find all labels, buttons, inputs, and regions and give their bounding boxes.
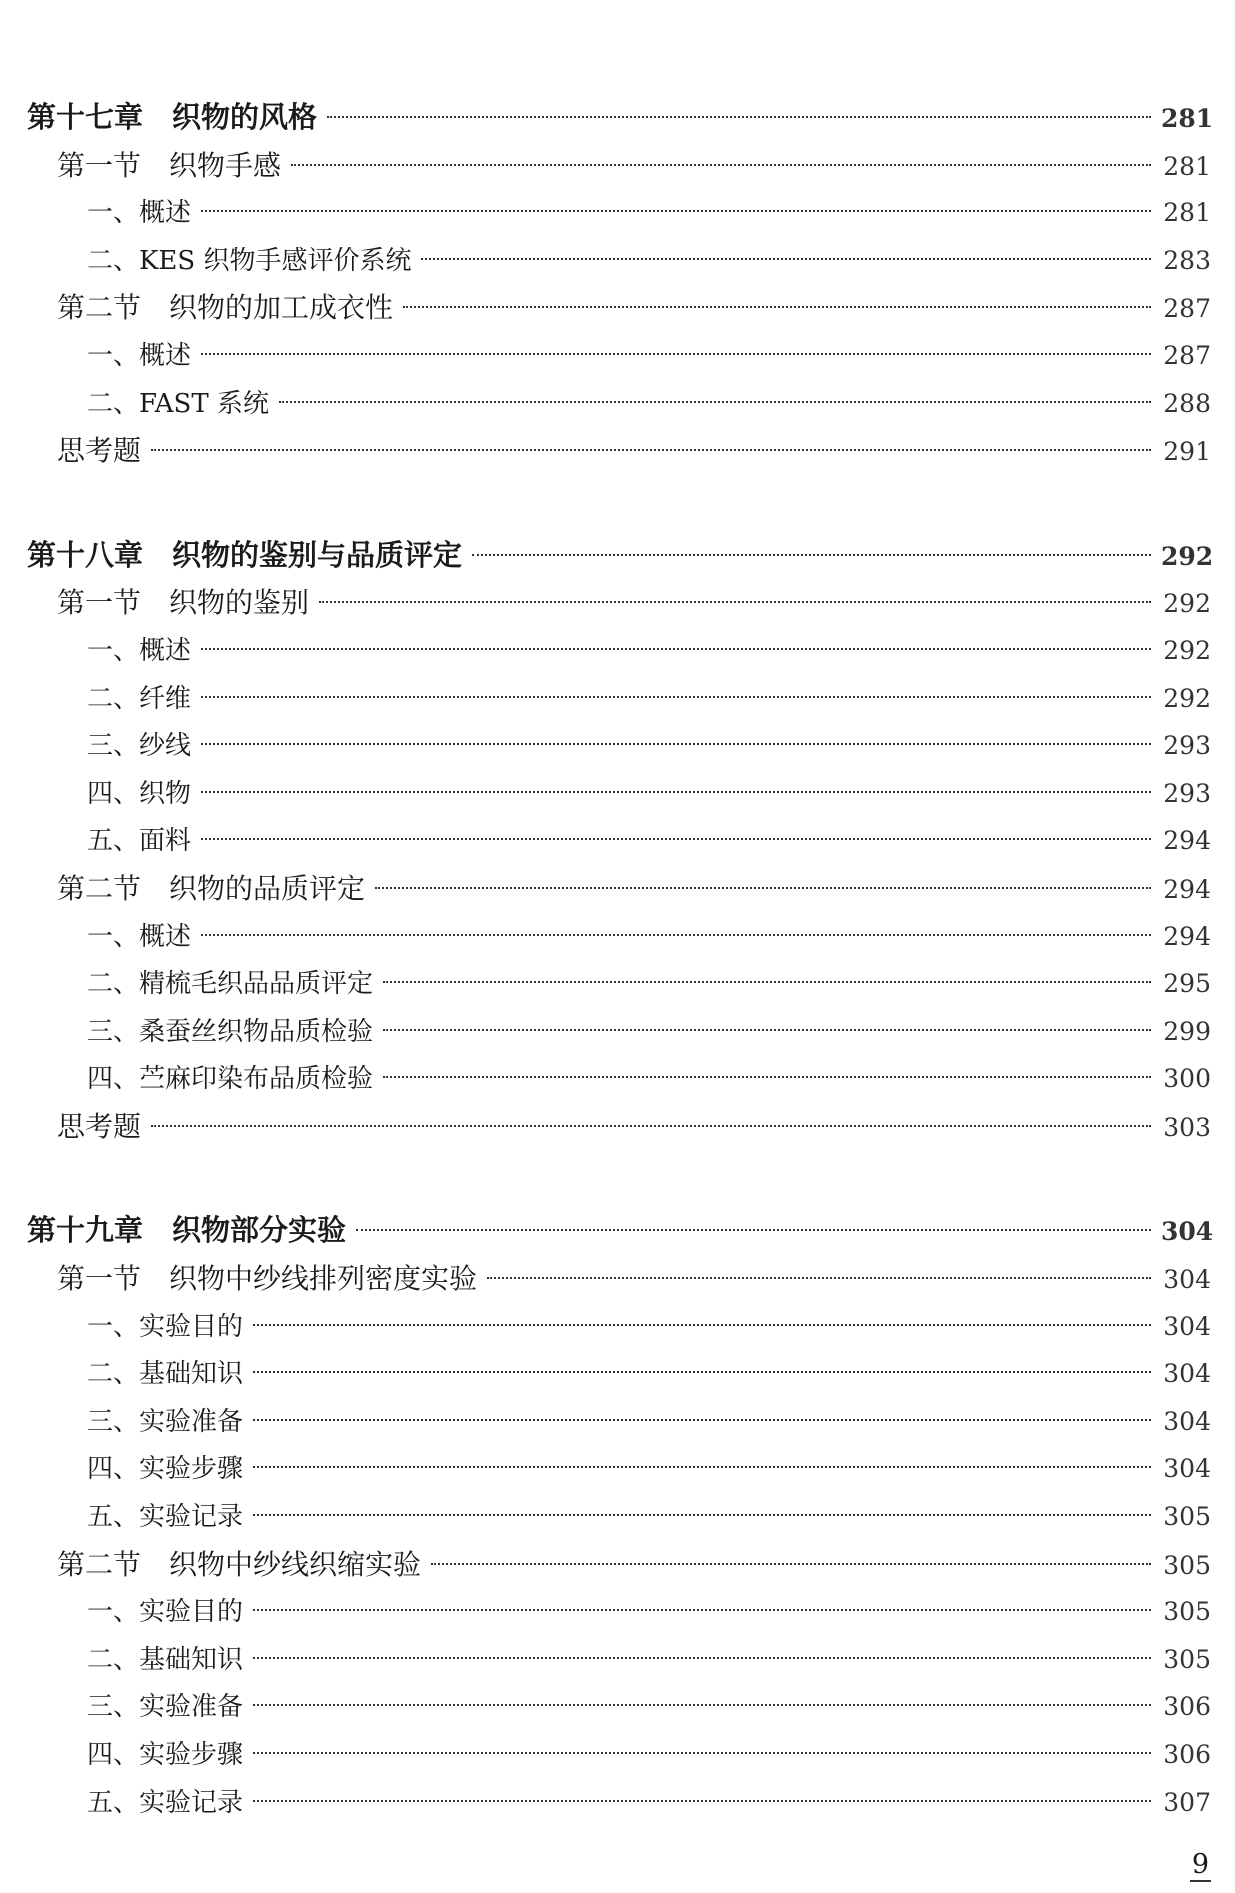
dot-leader <box>151 449 1151 451</box>
toc-entry-page-number: 307 <box>1163 1787 1211 1817</box>
toc-entry-page-number: 306 <box>1163 1740 1211 1769</box>
dot-leader <box>319 601 1151 603</box>
toc-entry-title: 第一节 织物的鉴别 <box>57 586 310 620</box>
dot-leader <box>431 1563 1151 1565</box>
toc-chapter-group <box>0 94 1235 475</box>
dot-leader <box>375 887 1151 889</box>
dot-leader <box>253 1752 1151 1754</box>
dot-leader <box>253 1419 1151 1421</box>
toc-entry-title: 一、概述 <box>87 198 192 229</box>
toc-entry-title: 二、KES 织物手感评价系统 <box>87 245 412 276</box>
toc-entry-page-number: 300 <box>1163 1064 1211 1094</box>
toc-entry-title: 第十九章 织物部分实验 <box>27 1213 347 1248</box>
dot-leader <box>201 210 1151 212</box>
toc-entry-title: 五、实验记录 <box>87 1502 244 1533</box>
toc-entry-title: 一、概述 <box>87 635 192 666</box>
toc-entry-title: 一、概述 <box>87 340 192 371</box>
toc-entry-page-number: 304 <box>1163 1454 1211 1484</box>
toc-item-entry[interactable] <box>0 1350 1235 1398</box>
toc-item-entry[interactable] <box>0 1398 1235 1446</box>
toc-entry-page-number: 305 <box>1163 1597 1211 1627</box>
toc-item-entry[interactable] <box>0 1445 1235 1493</box>
toc-item-entry[interactable] <box>0 1636 1235 1684</box>
table-of-contents <box>0 94 1235 1826</box>
dot-leader <box>291 164 1151 166</box>
toc-entry-page-number: 288 <box>1163 388 1211 418</box>
dot-leader <box>151 1125 1151 1127</box>
dot-leader <box>472 554 1151 556</box>
toc-entry-page-number: 303 <box>1163 1112 1211 1142</box>
dot-leader <box>253 1324 1151 1326</box>
toc-entry-title: 二、纤维 <box>87 683 192 714</box>
dot-leader <box>201 353 1151 355</box>
toc-item-entry[interactable] <box>0 722 1235 770</box>
dot-leader <box>383 1029 1151 1031</box>
toc-entry-page-number: 291 <box>1163 437 1211 467</box>
toc-entry-title: 二、FAST 系统 <box>87 388 269 419</box>
toc-section-entry[interactable] <box>0 1103 1235 1151</box>
toc-item-entry[interactable] <box>0 960 1235 1008</box>
toc-entry-title: 第一节 织物手感 <box>57 148 282 182</box>
toc-entry-page-number: 305 <box>1163 1550 1211 1580</box>
toc-item-entry[interactable] <box>0 1303 1235 1351</box>
toc-entry-page-number: 304 <box>1161 1217 1214 1247</box>
toc-entry-title: 四、织物 <box>87 778 192 809</box>
toc-entry-title: 五、面料 <box>87 826 192 857</box>
toc-item-entry[interactable] <box>0 237 1235 285</box>
toc-item-entry[interactable] <box>0 1683 1235 1731</box>
toc-entry-page-number: 287 <box>1163 340 1211 370</box>
toc-item-entry[interactable] <box>0 1055 1235 1103</box>
toc-entry-page-number: 304 <box>1163 1265 1211 1295</box>
toc-entry-page-number: 295 <box>1163 969 1211 999</box>
toc-entry-title: 一、实验目的 <box>87 1311 244 1342</box>
dot-leader <box>201 648 1151 650</box>
toc-entry-title: 三、实验准备 <box>87 1692 244 1723</box>
toc-entry-page-number: 304 <box>1163 1311 1211 1341</box>
toc-entry-page-number: 293 <box>1163 731 1211 761</box>
dot-leader <box>487 1277 1151 1279</box>
toc-entry-page-number: 292 <box>1163 589 1211 619</box>
dot-leader <box>201 934 1151 936</box>
toc-entry-title: 二、基础知识 <box>87 1359 244 1390</box>
toc-entry-title: 第二节 织物中纱线织缩实验 <box>57 1547 422 1581</box>
dot-leader <box>421 258 1151 260</box>
toc-entry-page-number: 304 <box>1163 1406 1211 1436</box>
toc-entry-title: 五、实验记录 <box>87 1787 244 1818</box>
toc-section-entry[interactable] <box>0 865 1235 913</box>
toc-item-entry[interactable] <box>0 380 1235 428</box>
toc-item-entry[interactable] <box>0 770 1235 818</box>
toc-section-entry[interactable] <box>0 1541 1235 1589</box>
toc-item-entry[interactable] <box>0 1731 1235 1779</box>
toc-entry-page-number: 294 <box>1163 874 1211 904</box>
toc-entry-title: 第十八章 织物的鉴别与品质评定 <box>27 537 463 572</box>
toc-item-entry[interactable] <box>0 913 1235 961</box>
toc-section-entry[interactable] <box>0 579 1235 627</box>
toc-entry-page-number: 292 <box>1163 683 1211 713</box>
dot-leader <box>201 791 1151 793</box>
dot-leader <box>383 981 1151 983</box>
toc-item-entry[interactable] <box>0 627 1235 675</box>
toc-entry-page-number: 281 <box>1161 104 1214 133</box>
dot-leader <box>253 1657 1151 1659</box>
toc-entry-page-number: 283 <box>1163 245 1211 275</box>
toc-entry-page-number: 305 <box>1163 1502 1211 1532</box>
toc-entry-page-number: 292 <box>1163 635 1211 665</box>
toc-entry-title: 思考题 <box>57 434 142 468</box>
toc-entry-title: 二、精梳毛织品品质评定 <box>87 969 374 1000</box>
toc-section-entry[interactable] <box>0 427 1235 475</box>
toc-entry-title: 第二节 织物的品质评定 <box>57 871 366 905</box>
dot-leader <box>253 1704 1151 1706</box>
dot-leader <box>383 1076 1151 1078</box>
toc-entry-title: 三、桑蚕丝织物品质检验 <box>87 1016 374 1047</box>
toc-chapter-entry[interactable] <box>0 1207 1235 1255</box>
toc-entry-title: 四、苎麻印染布品质检验 <box>87 1064 374 1095</box>
toc-entry-title: 一、概述 <box>87 921 192 952</box>
dot-leader <box>253 1371 1151 1373</box>
toc-item-entry[interactable] <box>0 332 1235 380</box>
toc-item-entry[interactable] <box>0 1493 1235 1541</box>
toc-item-entry[interactable] <box>0 817 1235 865</box>
dot-leader <box>201 838 1151 840</box>
toc-entry-page-number: 294 <box>1163 921 1211 951</box>
toc-entry-page-number: 299 <box>1163 1016 1211 1046</box>
toc-item-entry[interactable] <box>0 189 1235 237</box>
toc-entry-page-number: 305 <box>1163 1644 1211 1674</box>
dot-leader <box>403 306 1151 308</box>
toc-entry-page-number: 281 <box>1163 198 1211 228</box>
toc-chapter-entry[interactable] <box>0 532 1235 580</box>
toc-entry-title: 四、实验步骤 <box>87 1454 244 1485</box>
toc-chapter-entry[interactable] <box>0 94 1235 142</box>
toc-section-entry[interactable] <box>0 1255 1235 1303</box>
toc-entry-page-number: 281 <box>1163 151 1211 181</box>
toc-section-entry[interactable] <box>0 142 1235 190</box>
toc-chapter-group <box>0 1207 1235 1826</box>
dot-leader <box>253 1800 1151 1802</box>
toc-item-entry[interactable] <box>0 675 1235 723</box>
dot-leader <box>279 401 1151 403</box>
dot-leader <box>356 1229 1151 1231</box>
toc-entry-title: 第二节 织物的加工成衣性 <box>57 291 394 325</box>
toc-entry-title: 三、纱线 <box>87 731 192 762</box>
dot-leader <box>327 116 1151 118</box>
toc-entry-page-number: 287 <box>1163 294 1211 324</box>
dot-leader <box>201 743 1151 745</box>
dot-leader <box>253 1609 1151 1611</box>
toc-section-entry[interactable] <box>0 284 1235 332</box>
toc-entry-page-number: 294 <box>1163 826 1211 856</box>
toc-entry-title: 四、实验步骤 <box>87 1740 244 1770</box>
toc-entry-title: 第十七章 织物的风格 <box>27 100 318 134</box>
dot-leader <box>253 1514 1151 1516</box>
toc-entry-title: 三、实验准备 <box>87 1406 244 1437</box>
toc-entry-page-number: 292 <box>1161 541 1214 571</box>
dot-leader <box>253 1466 1151 1468</box>
toc-entry-page-number: 304 <box>1163 1359 1211 1389</box>
page-number: 9 <box>1191 1849 1209 1880</box>
toc-item-entry[interactable] <box>0 1008 1235 1056</box>
toc-item-entry[interactable] <box>0 1588 1235 1636</box>
toc-entry-title: 第一节 织物中纱线排列密度实验 <box>57 1262 478 1296</box>
toc-chapter-group <box>0 532 1235 1151</box>
toc-entry-title: 一、实验目的 <box>87 1597 244 1628</box>
toc-entry-page-number: 293 <box>1163 778 1211 808</box>
toc-entry-title: 思考题 <box>57 1109 142 1143</box>
toc-item-entry[interactable] <box>0 1779 1235 1827</box>
toc-entry-page-number: 306 <box>1163 1692 1211 1722</box>
dot-leader <box>201 696 1151 698</box>
toc-entry-title: 二、基础知识 <box>87 1644 244 1675</box>
